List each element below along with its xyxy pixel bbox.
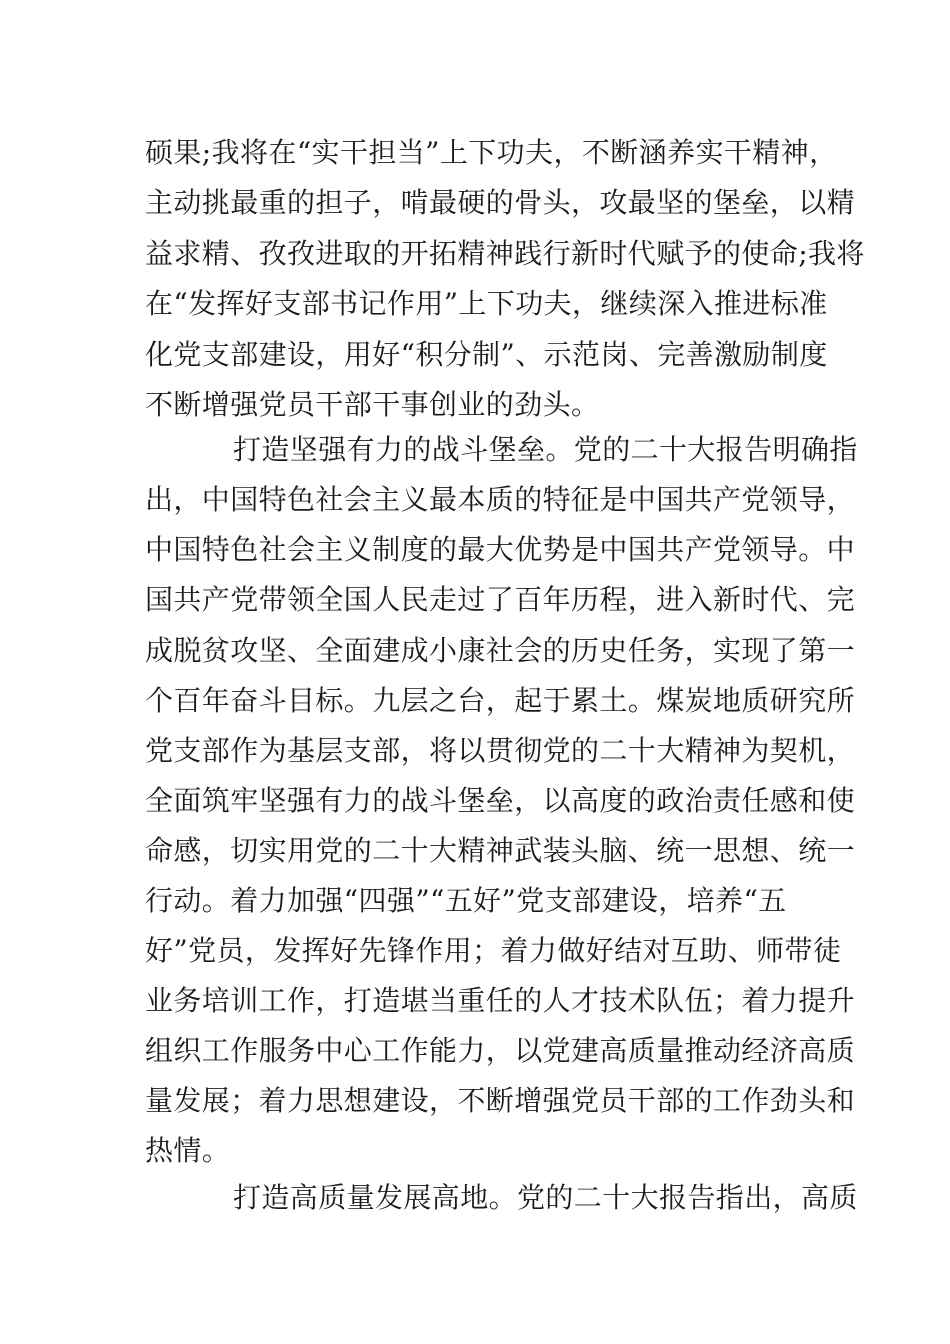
text-line: 中国特色社会主义制度的最大优势是中国共产党领导。中 bbox=[145, 533, 856, 566]
text-line: 组织工作服务中心工作能力，以党建高质量推动经济高质 bbox=[145, 1034, 856, 1067]
text-line: 硕果;我将在“实干担当”上下功夫，不断涵养实干精神， bbox=[145, 136, 838, 169]
text-line: 业务培训工作，打造堪当重任的人才技术队伍；着力提升 bbox=[145, 984, 856, 1017]
text-line: 行动。着力加强“四强”“五好”党支部建设，培养“五 bbox=[145, 884, 787, 917]
text-line: 个百年奋斗目标。九层之台，起于累土。煤炭地质研究所 bbox=[145, 684, 856, 717]
text-line: 在“发挥好支部书记作用”上下功夫，继续深入推进标准 bbox=[145, 287, 828, 320]
text-line: 出，中国特色社会主义最本质的特征是中国共产党领导， bbox=[145, 483, 856, 516]
text-line: 全面筑牢坚强有力的战斗堡垒，以高度的政治责任感和使 bbox=[145, 784, 856, 817]
text-line: 主动挑最重的担子，啃最硬的骨头，攻最坚的堡垒，以精 bbox=[145, 186, 856, 219]
text-line: 命感，切实用党的二十大精神武装头脑、统一思想、统一 bbox=[145, 834, 856, 867]
text-line: 不断增强党员干部干事创业的劲头。 bbox=[145, 388, 600, 421]
text-line: 成脱贫攻坚、全面建成小康社会的历史任务，实现了第一 bbox=[145, 634, 856, 667]
text-line: 益求精、孜孜进取的开拓精神践行新时代赋予的使命;我将 bbox=[145, 237, 865, 270]
paragraph-first-line: 打造高质量发展高地。党的二十大报告指出，高质 bbox=[233, 1181, 858, 1214]
text-line: 量发展；着力思想建设，不断增强党员干部的工作劲头和 bbox=[145, 1084, 856, 1117]
text-line: 化党支部建设，用好“积分制”、示范岗、完善激励制度 bbox=[145, 338, 828, 371]
text-line: 热情。 bbox=[145, 1134, 231, 1167]
text-line: 好”党员，发挥好先锋作用；着力做好结对互助、师带徒 bbox=[145, 934, 842, 967]
text-line: 国共产党带领全国人民走过了百年历程，进入新时代、完 bbox=[145, 583, 856, 616]
text-line: 党支部作为基层支部，将以贯彻党的二十大精神为契机， bbox=[145, 734, 856, 767]
paragraph-first-line: 打造坚强有力的战斗堡垒。党的二十大报告明确指 bbox=[233, 433, 858, 466]
